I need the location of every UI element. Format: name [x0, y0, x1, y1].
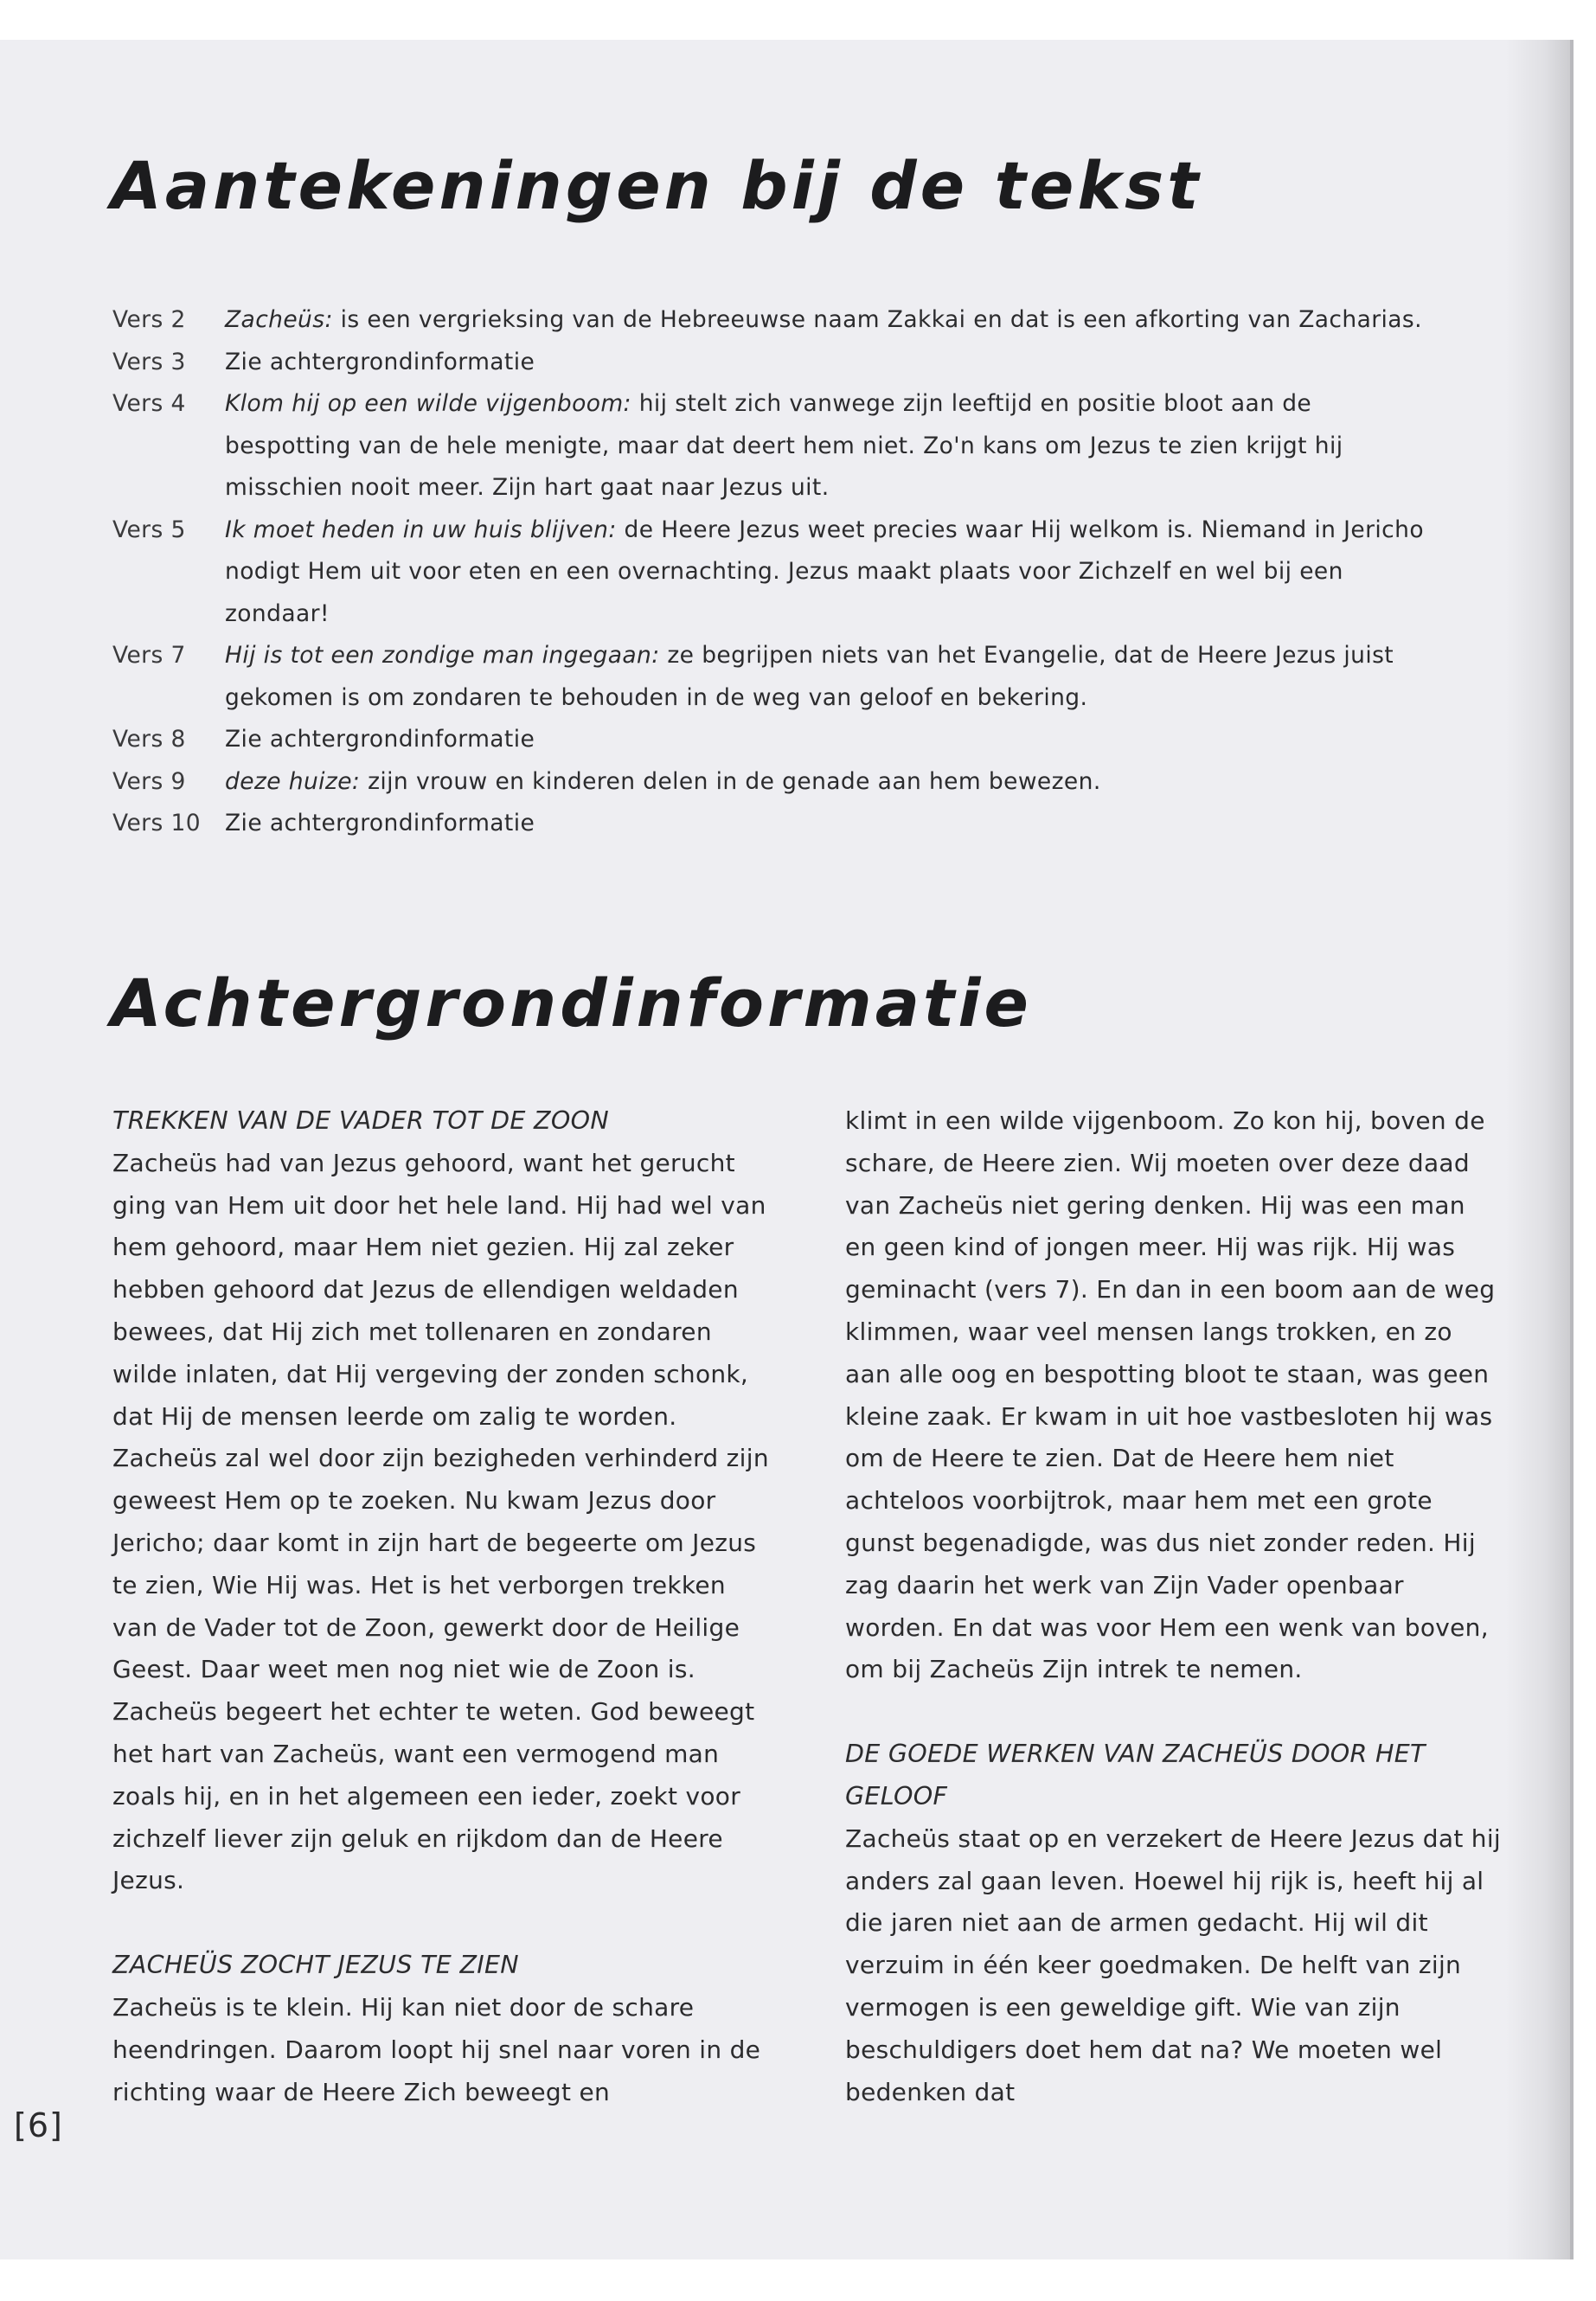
- note-verse: Vers 8: [112, 726, 186, 753]
- section-heading: TREKKEN VAN DE VADER TOT DE ZOON: [112, 1106, 609, 1135]
- spacer: [845, 1691, 1503, 1734]
- note-term: Klom hij op een wilde vijgenboom:: [225, 390, 631, 417]
- note-item: [112, 719, 1445, 761]
- note-text: [225, 719, 1445, 761]
- note-term: Zacheüs:: [225, 306, 333, 333]
- note-term: Hij is tot een zondige man ingegaan:: [225, 642, 660, 669]
- note-text: [225, 299, 1445, 342]
- note-body: is een vergrieksing van de Hebreeuwse naam Zakkai en dat is een afkorting van Zacharias.: [332, 306, 1422, 333]
- note-text: [225, 761, 1445, 804]
- page-number: [6]: [14, 2106, 63, 2144]
- note-item: [112, 761, 1445, 804]
- note-verse: Vers 4: [112, 390, 186, 417]
- note-verse: Vers 10: [112, 810, 202, 836]
- section-heading: ZACHEÜS ZOCHT JEZUS TE ZIEN: [112, 1951, 519, 1980]
- note-body: zijn vrouw en kinderen delen in de genade aan hem bewezen.: [360, 767, 1101, 795]
- note-item: [112, 803, 1445, 845]
- note-text: [225, 510, 1445, 636]
- note-item: [112, 299, 1445, 342]
- section-heading: DE GOEDE WERKEN VAN ZACHEÜS DOOR HET GELOOF: [845, 1740, 1426, 1811]
- note-item: [112, 635, 1445, 719]
- left-column: [112, 1100, 770, 2113]
- note-body: ze begrijpen niets van het Evangelie, dat de Heere Jezus juist gekomen is om zondaren te behouden in de weg van geloof en bekering.: [225, 642, 1394, 711]
- note-item: [112, 342, 1445, 384]
- binding-shadow: [1505, 40, 1570, 2259]
- note-text: [225, 342, 1445, 384]
- page-edge: [1570, 40, 1574, 2259]
- section-title: Achtergrondinformatie: [111, 965, 1032, 1042]
- page-title: Aantekeningen bij de tekst: [111, 147, 1202, 224]
- note-item: [112, 510, 1445, 636]
- note-term: Ik moet heden in uw huis blijven:: [225, 516, 617, 543]
- note-text: [225, 635, 1445, 719]
- note-term: deze huize:: [225, 767, 361, 795]
- spacer: [112, 1902, 770, 1945]
- note-body: Zie achtergrondinformatie: [225, 810, 535, 836]
- paragraph: Zacheüs staat op en verzekert de Heere Jezus dat hij anders zal gaan leven. Hoewel hij rijk is, heeft hij al die jaren niet aan de armen gedacht. Hij wil dit verzuim in één keer goedmaken. De helft van zijn vermogen is een geweldige gift. Wie van zijn beschuldigers doet hem dat na? We moeten wel bedenken dat: [845, 1823, 1502, 2106]
- paragraph: klimt in een wilde vijgenboom. Zo kon hij, boven de schare, de Heere zien. Wij moeten over deze daad van Zacheüs niet gering denken. Hij was een man en geen kind of jongen meer. Hij was rijk. Hij was geminacht (vers 7). En dan in een boom aan de weg klimmen, waar veel mensen langs trokken, en zo aan alle oog en bespotting bloot te staan, was geen kleine zaak. Er kwam in uit hoe vastbesloten hij was om de Heere te zien. Dat de Heere hem niet achteloos voorbijtrok, maar hem met een grote gunst begenadigde, was dus niet zonder reden. Hij zag daarin het werk van Zijn Vader openbaar worden. En dat was voor Hem een wenk van boven, om bij Zacheüs Zijn intrek te nemen.: [845, 1106, 1496, 1684]
- note-verse: Vers 2: [112, 306, 186, 333]
- paragraph: Zacheüs is te klein. Hij kan niet door de schare heendringen. Daarom loopt hij snel naar voren in de richting waar de Heere Zich beweegt en: [112, 1992, 761, 2106]
- right-column: [845, 1100, 1503, 2113]
- note-item: [112, 383, 1445, 510]
- note-verse: Vers 3: [112, 348, 186, 375]
- note-body: de Heere Jezus weet precies waar Hij welkom is. Niemand in Jericho nodigt Hem uit voor eten en een overnachting. Jezus maakt plaats voor Zichzelf en wel bij een zondaar!: [225, 516, 1424, 627]
- note-verse: Vers 7: [112, 642, 186, 669]
- note-text: [225, 803, 1445, 845]
- note-text: [225, 383, 1445, 510]
- note-body: Zie achtergrondinformatie: [225, 348, 535, 375]
- note-verse: Vers 9: [112, 767, 186, 795]
- paragraph: Zacheüs had van Jezus gehoord, want het gerucht ging van Hem uit door het hele land. Hij had wel van hem gehoord, maar Hem niet gezien. Hij zal zeker hebben gehoord dat Jezus de ellendigen weldaden bewees, dat Hij zich met tollenaren en zondaren wilde inlaten, dat Hij vergeving der zonden schonk, dat Hij de mensen leerde om zalig te worden. Zacheüs zal wel door zijn bezigheden verhinderd zijn geweest Hem op te zoeken. Nu kwam Jezus door Jericho; daar komt in zijn hart de begeerte om Jezus te zien, Wie Hij was. Het is het verborgen trekken van de Vader tot de Zoon, gewerkt door de Heilige Geest. Daar weet men nog niet wie de Zoon is. Zacheüs begeert het echter te weten. God beweegt het hart van Zacheüs, want een vermogend man zoals hij, en in het algemeen een ieder, zoekt voor zichzelf liever zijn geluk en rijkdom dan de Heere Jezus.: [112, 1148, 769, 1895]
- note-verse: Vers 5: [112, 516, 186, 543]
- note-body: Zie achtergrondinformatie: [225, 726, 535, 753]
- notes-list: [112, 299, 1445, 845]
- note-body: hij stelt zich vanwege zijn leeftijd en positie bloot aan de bespotting van de hele menigte, maar dat deert hem niet. Zo'n kans om Jezus te zien krijgt hij misschien nooit meer. Zijn hart gaat naar Jezus uit.: [225, 390, 1343, 501]
